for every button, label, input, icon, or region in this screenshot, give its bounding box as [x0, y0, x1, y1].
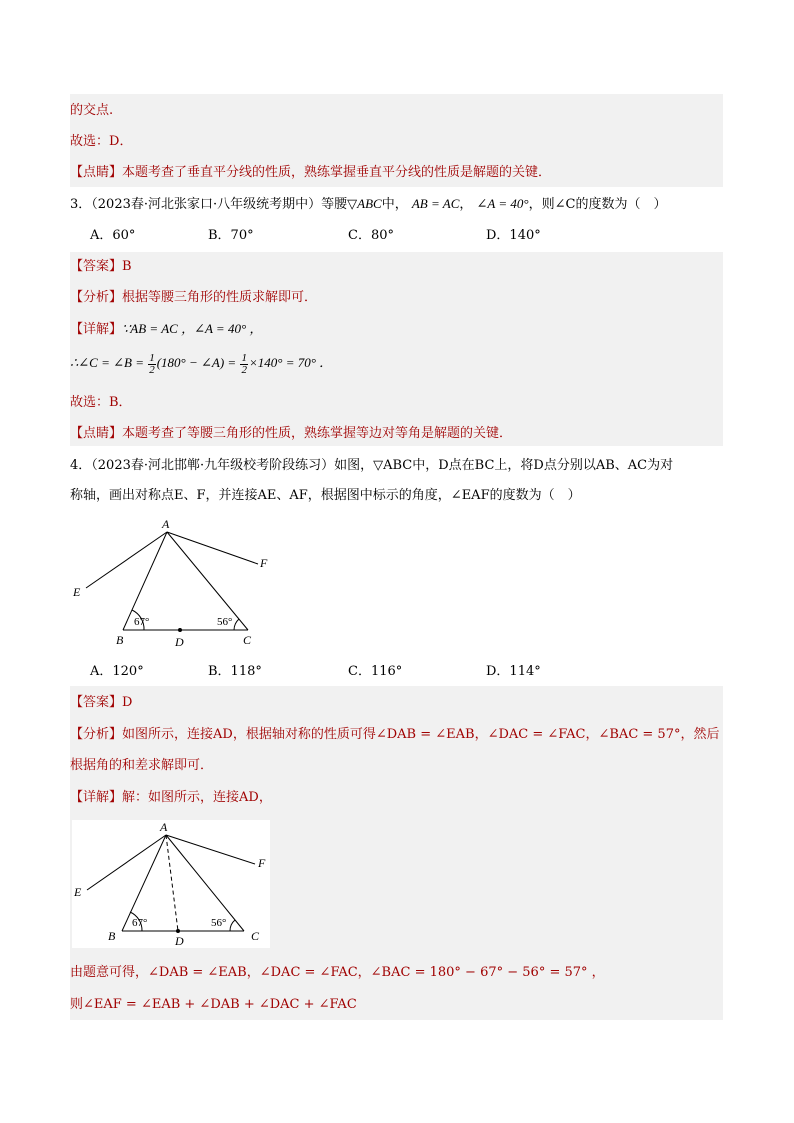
q4-then-line: 则∠EAF = ∠EAB + ∠DAB + ∠DAC + ∠FAC	[70, 997, 357, 1012]
prev-solution-line: 的交点.	[70, 103, 114, 118]
comment-tag: 【点睛】	[70, 426, 123, 441]
angle-C-label: 56°	[211, 917, 227, 929]
choose-label: 故选：	[70, 134, 110, 149]
label-F: F	[258, 856, 266, 870]
q3-triangle: ▽ABC	[347, 196, 382, 211]
analysis-tag: 【分析】	[70, 727, 123, 742]
q3-tail: ，则∠C的度数为（ ）	[528, 197, 667, 212]
q3-source: 3．（2023春·河北张家口·八年级统考期中）等腰	[70, 197, 348, 212]
label-B: B	[116, 633, 124, 647]
q3-option-a: A．60°	[90, 228, 136, 243]
angle-B-label: 67°	[132, 917, 148, 929]
detail-text: 解：如图所示，连接AD，	[122, 790, 272, 805]
q3-cond2: ∠A = 40°	[476, 196, 529, 211]
q3-derivation-line	[70, 349, 332, 377]
answer-value: B	[122, 259, 132, 274]
detail-tag: 【详解】	[70, 790, 123, 805]
q3-option-b: B．70°	[208, 228, 254, 243]
q4-derive-line: 由题意可得，∠DAB = ∠EAB，∠DAC = ∠FAC，∠BAC = 180° − 67° − 56° = 57° ，	[70, 965, 605, 980]
q4-option-a: A．120°	[90, 664, 144, 679]
q4-option-b: B．118°	[208, 664, 262, 679]
analysis-text: 根据等腰三角形的性质求解即可．	[122, 290, 318, 305]
label-C: C	[251, 929, 260, 943]
choose-value: D．	[109, 134, 133, 149]
detail-tag: 【详解】	[70, 322, 123, 337]
angle-C-label: 56°	[217, 616, 233, 628]
q3-comment-line	[70, 425, 512, 443]
q3-detail-line	[70, 320, 262, 339]
q4-detail-line	[70, 789, 272, 807]
label-D: D	[175, 934, 184, 948]
q3-option-c: C．80°	[348, 228, 394, 243]
q3-answer-line	[70, 258, 132, 276]
analysis-text: 如图所示，连接AD，根据轴对称的性质可得∠DAB = ∠EAB，∠DAC = ∠FAC，∠BAC = 57°，然后	[122, 727, 720, 742]
q4-figure	[70, 512, 280, 652]
derivation-part1: ∴∠C = ∠B =	[70, 355, 144, 370]
answer-value: D	[122, 695, 133, 710]
label-F: F	[260, 556, 268, 570]
label-A: A	[162, 517, 170, 531]
q4-option-d: D．114°	[486, 664, 541, 679]
answer-tag: 【答案】	[70, 695, 123, 710]
label-C: C	[243, 633, 252, 647]
derivation-part2: (180° − ∠A) =	[156, 355, 237, 370]
q3-mid2: ，	[459, 197, 473, 212]
answer-tag: 【答案】	[70, 259, 123, 274]
label-E: E	[74, 885, 82, 899]
fraction-half-1: $\frac{1}{2}$	[149, 351, 155, 376]
prev-choose-line	[70, 133, 132, 151]
q3-analysis-line	[70, 289, 317, 307]
q4-solution-figure	[72, 820, 270, 948]
q3-stem	[70, 195, 666, 214]
comment-text: 本题考查了垂直平分线的性质，熟练掌握垂直平分线的性质是解题的关键．	[122, 165, 552, 180]
derivation-part3: ×140° = 70° ．	[248, 355, 333, 370]
q3-cond1: AB = AC	[411, 196, 460, 211]
prev-comment-line	[70, 164, 551, 182]
q4-analysis-line1	[70, 726, 719, 744]
q4-stem-line2: 称轴，画出对称点E、F，并连接AE、AF，根据图中标示的角度，∠EAF的度数为（ ）	[70, 488, 581, 503]
label-B: B	[108, 929, 116, 943]
q3-option-d: D．140°	[486, 228, 541, 243]
angle-B-label: 67°	[134, 616, 150, 628]
q4-stem-line1: 4．（2023春·河北邯郸·九年级校考阶段练习）如图，▽ABC中，D点在BC上，将D点分别以AB、AC为对	[70, 458, 674, 473]
q4-analysis-line2: 根据角的和差求解即可．	[70, 758, 214, 773]
label-A: A	[160, 820, 168, 834]
label-D: D	[175, 635, 184, 649]
q4-answer-line	[70, 694, 132, 712]
analysis-tag: 【分析】	[70, 290, 123, 305]
detail-text: ∵AB = AC ，∠A = 40° ，	[122, 321, 263, 336]
q4-option-c: C．116°	[348, 664, 403, 679]
q3-mid1: 中，	[381, 197, 408, 212]
comment-tag: 【点睛】	[70, 165, 123, 180]
comment-text: 本题考查了等腰三角形的性质，熟练掌握等边对等角是解题的关键．	[122, 426, 513, 441]
q3-choose-line: 故选：B．	[70, 395, 132, 410]
label-E: E	[73, 585, 81, 599]
fraction-half-2: $\frac{1}{2}$	[241, 351, 247, 376]
